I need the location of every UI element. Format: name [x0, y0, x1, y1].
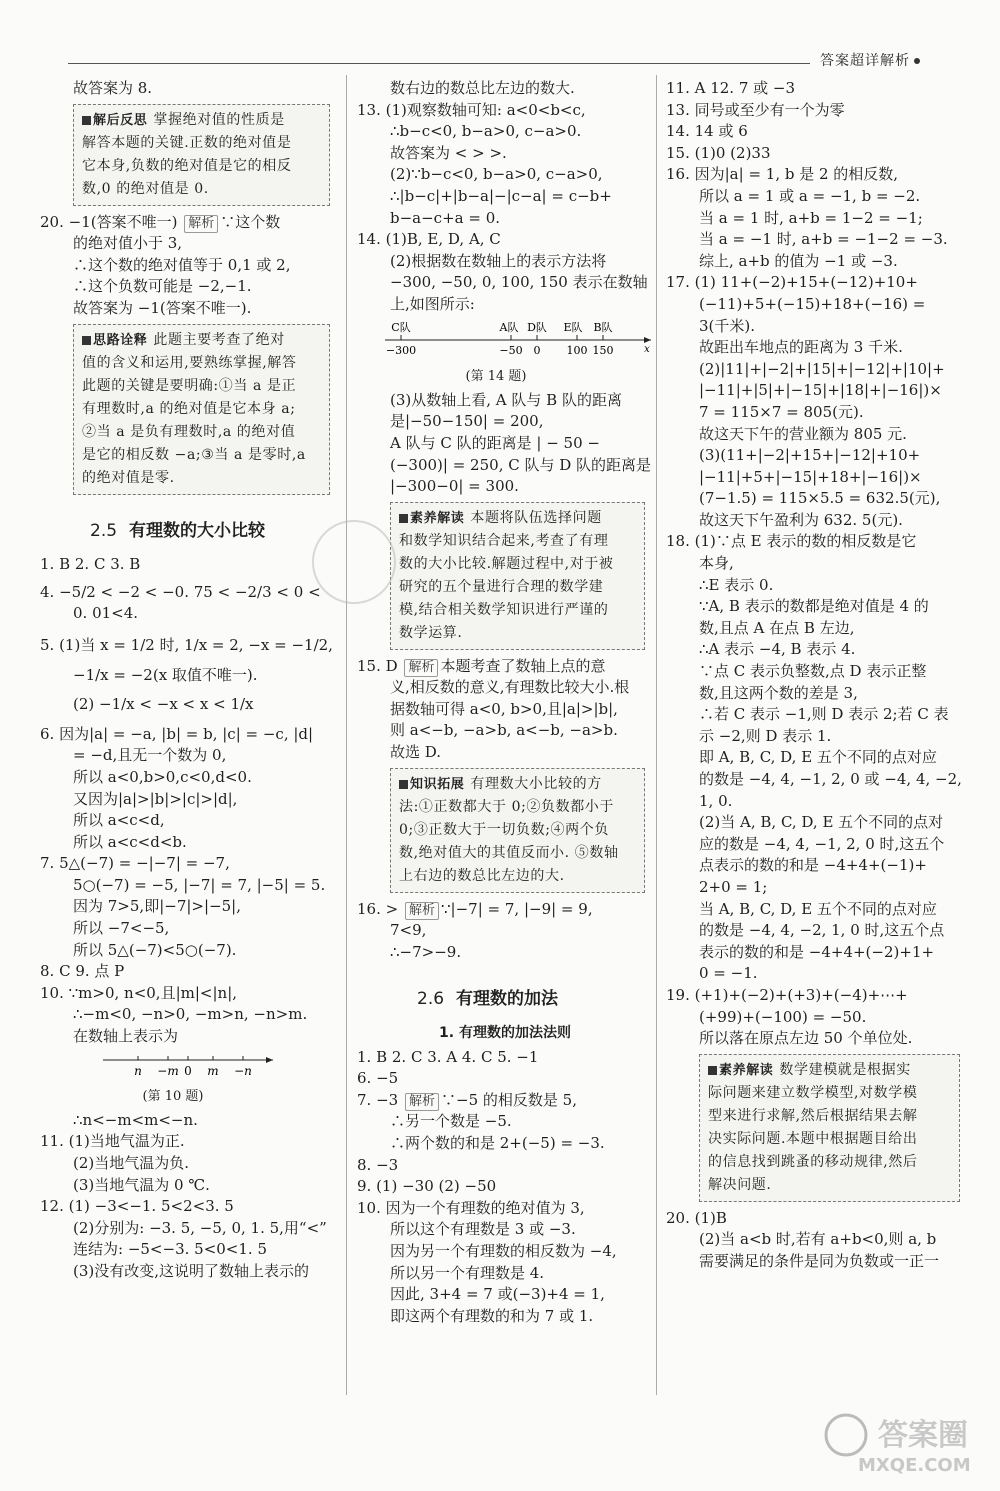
watermark-logo — [818, 1405, 983, 1477]
tip-tag: 解后反思 — [82, 109, 147, 132]
watermark-logo-text: 答案圈 — [878, 1418, 968, 1453]
axis-label: x — [644, 343, 650, 355]
analysis-tag: 解析 — [405, 1093, 439, 1111]
figure-caption: (第 10 题) — [142, 1089, 204, 1105]
column-divider — [346, 75, 347, 1395]
tick-label: 0 — [533, 343, 541, 357]
tip-tag: 素养解读 — [708, 1059, 773, 1082]
tip-box-reflection: 解后反思 掌握绝对值的性质是 解答本题的关键.正数的绝对值是 它本身,负数的绝对值是它的相反 数,0 的绝对值是 0. — [73, 104, 330, 206]
team-label: A队 — [499, 320, 519, 334]
number-line-10 — [73, 1052, 273, 1080]
tick-label: −50 — [499, 343, 523, 357]
tick-label: −m — [157, 1063, 179, 1078]
tip-tag: 思路诠释 — [82, 329, 147, 352]
watermark-url: MXQE.COM — [858, 1455, 971, 1476]
number-line-14 — [371, 320, 651, 360]
figure-14-number-line — [357, 320, 653, 388]
team-label: D队 — [527, 320, 547, 334]
tick-label: m — [207, 1063, 219, 1078]
header-title: 答案超详解析 — [820, 50, 920, 70]
team-label: E队 — [563, 320, 583, 334]
header-rule — [68, 63, 810, 64]
tick-label: −n — [234, 1063, 252, 1078]
question-7: 7. −3 解析 ∵−5 的相反数是 5, — [357, 1090, 577, 1109]
question-15: 15. D 解析 本题考查了数轴上点的意 — [357, 656, 606, 675]
tip-tag: 知识拓展 — [399, 773, 464, 796]
tip-box-literacy: 素养解读 数学建模就是根据实 际问题来建立数学模型,对数学模 型来进行求解,然后根据结果去解 决实际问题.本题中根据题目给出 的信息找到跳蚤的移动规律,然后 解决问题. — [699, 1054, 960, 1202]
team-label: C队 — [391, 320, 411, 334]
analysis-tag: 解析 — [184, 215, 218, 233]
column-3: 11. A 12. 7 或 −3 13. 同号或至少有一个为零 14. 14 或 6 15. (1)0 (2)33 16. 因为|a| = 1, b 是 2 的相反数, 所以 a = 1 或 a = −1, b = −2. 当 a = 1 时, a+b = 1−2 = −1; 当 a = −1 时, a+b = −1−2 = −3. 综上, a+b 的值为 −1 或 −3. 17. (1) 11+(−2)+15+(−12)+10+ (−11)+5+(−15)+18+(−16) = 3(千米). 故距出车地点的距离为 3 千米. (2)|11|+|−2|+|15|+|−12|+|10|+ |−11|+|5|+|−15|+|18|+|−16|)× 7 = 115×7 = 805(元). 故这天下午的营业额为 805 元. (3)(11+|−2|+15+|−12|+10+ |−11|+5+|−15|+18+|−16|)× (7−1.5) = 115×5.5 = 632.5(元), 故这天下午盈利为 632. 5(元). 18. (1)∵点 E 表示的数的相反数是它 本身, ∴E 表示 0. ∵A, B 表示的数都是绝对值是 4 的 数,且点 A 在点 B 左边, ∴A 表示 −4, B 表示 4. ∵点 C 表示负整数,点 D 表示正整 数,且这两个数的差是 3, ∴若 C 表示 −1,则 D 表示 2;若 C 表 示 −2,则 D 表示 1. 即 A, B, C, D, E 五个不同的点对应 的数是 −4, 4, −1, 2, 0 或 −4, 4, −2, 1, 0. (2)当 A, B, C, D, E 五个不同的点对 应的数是 −4, 4, −1, 2, 0 时,这五个 点表示的数的和是 −4+4+(−1)+ 2+0 = 1; 当 A, B, C, D, E 五个不同的点对应 的数是 −4, 4, −2, 1, 0 时,这五个点 表示的数的和是 −4+4+(−2)+1+ 0 = −1. 19. (+1)+(−2)+(+3)+(−4)+⋯+ (+99)+(−100) = −50. 所以落在原点左边 50 个单位处. 素养解读 数学建模就是根据实 际问题来建立数学模型,对数学模 型来进行求解,然后根据结果去解 决实际问题.本题中根据题目给出 的信息找到跳蚤的移动规律,然后 解决问题. 20. (1)B (2)当 a<b 时,若有 a+b<0,则 a, b 需要满足的条件是同为负数或一正一 — [666, 79, 962, 1270]
analysis-tag: 解析 — [405, 902, 439, 920]
tick-label: n — [134, 1063, 142, 1078]
question-20: 20. −1(答案不唯一) 解析 ∵这个数 — [40, 212, 281, 231]
column-divider — [656, 75, 657, 1395]
figure-caption: (第 14 题) — [465, 369, 527, 385]
tip-box-extension: 知识拓展 有理数大小比较的方 法:①正数都大于 0;②负数都小于 0;③正数大于一切负数;④两个负 数,绝对值大的其值反而小. ⑤数轴 上右边的数总比左边的大. — [390, 768, 645, 893]
tip-tag: 素养解读 — [399, 507, 464, 530]
column-2: 数右边的数总比左边的数大. 13. (1)观察数轴可知: a<0<b<c, ∴b−c<0, b−a>0, c−a>0. 故答案为 < > >. (2)∵b−c<0, b−a>0, c−a>0, ∴|b−c|+|b−a|−|c−a| = c−b+ b−a−c+a = 0. 14. (1)B, E, D, A, C (2)根据数在数轴上的表示方法将 −300, −50, 0, 100, 150 表示在数轴 上,如图所示: C队 A队 D队 E队 B队 −300 −50 0 100 150 x (第 14 题) (3)从数轴上看, A 队与 B 队的距离 是|−50−150| = 200, A 队与 C 队的距离是 | − 50 − (−300)| = 250, C 队与 D 队的距离是 |−300−0| = 300. 素养解读 本题将队伍选择问题 和数学知识结合起来,考查了有理 数的大小比较.解题过程中,对于被 研究的五个量进行合理的数学建 模,结合相关数学知识进行严谨的 数学运算. 15. D 解析 本题考查了数轴上点的意 义,相反数的意义,有理数比较大小.根 据数轴可得 a<0, b>0,且|a|>|b|, 则 a<−b, −a>b, a<−b, −a>b. 故选 D. 知识拓展 有理数大小比较的方 法:①正数都大于 0;②负数都小于 0;③正数大于一切负数;④两个负 数,绝对值大的其值反而小. ⑤数轴 上右边的数总比左边的大. 16. > 解析 ∵|−7| = 7, |−9| = 9, 7<9, ∴−7>−9. 2.6 有理数的加法 1. 有理数的加法法则 1. B 2. C 3. A 4. C 5. −1 6. −5 7. −3 解析 ∵−5 的相反数是 5, ∴另一个数是 −5. ∴两个数的和是 2+(−5) = −3. 8. −3 9. (1) −30 (2) −50 10. 因为一个有理数的绝对值为 3, 所以这个有理数是 3 或 −3. 因为另一个有理数的相反数为 −4, 所以另一个有理数是 4. 因此, 3+4 = 7 或(−3)+4 = 1, 即这两个有理数的和为 7 或 1. — [357, 79, 652, 1325]
tip-box-explanation: 思路诠释 此题主要考查了绝对 值的含义和运用,要熟练掌握,解答 此题的关键是要明确:①当 a 是正 有理数时,a 的绝对值是它本身 a; ②当 a 是负有理数时,a 的绝对值 是它的相反数 −a;③当 a 是零时,a 的绝对值是零. — [73, 324, 330, 495]
tick-label: −300 — [385, 343, 417, 357]
tick-label: 100 — [566, 343, 588, 357]
tip-box-literacy: 素养解读 本题将队伍选择问题 和数学知识结合起来,考查了有理 数的大小比较.解题过程中,对于被 研究的五个量进行合理的数学建 模,结合相关数学知识进行严谨的 数学运算. — [390, 502, 645, 650]
analysis-tag: 解析 — [404, 659, 438, 677]
column-1: 故答案为 8. 解后反思 掌握绝对值的性质是 解答本题的关键.正数的绝对值是 它本身,负数的绝对值是它的相反 数,0 的绝对值是 0. 20. −1(答案不唯一) 解析 ∵这个数 的绝对值小于 3, ∴这个数的绝对值等于 0,1 或 2, ∴这个负数可能是 −2,−1. 故答案为 −1(答案不唯一). 思路诠释 此题主要考查了绝对 值的含义和运用,要熟练掌握,解答 此题的关键是要明确:①当 a 是正 有理数时,a 的绝对值是它本身 a; ②当 a 是负有理数时,a 的绝对值 是它的相反数 −a;③当 a 是零时,a 的绝对值是零. 2.5 有理数的大小比较 1. B 2. C 3. B 4. −5/2 < −2 < −0. 75 < −2/3 < 0 < 0. 01<4. 5. (1)当 x = 1/2 时, 1/x = 2, −x = −1/2, −1/x = −2(x 取值不唯一). (2) −1/x < −x < x < 1/x 6. 因为|a| = −a, |b| = b, |c| = −c, |d| = −d,且无一个数为 0, 所以 a<0,b>0,c<0,d<0. 又因为|a|>|b|>|c|>|d|, 所以 a<c<d, 所以 a<c<d<b. 7. 5△(−7) = −|−7| = −7, 5○(−7) = −5, |−7| = 7, |−5| = 5. 因为 7>5,即|−7|>|−5|, 所以 −7<−5, 所以 5△(−7)<5○(−7). 8. C 9. 点 P 10. ∵m>0, n<0,且|m|<|n|, ∴−m<0, −n>0, −m>n, −n>m. 在数轴上表示为 n −m 0 m −n (第 10 题) ∴n<−m<m<−n. 11. (1)当地气温为正. (2)当地气温为负. (3)当地气温为 0 ℃. 12. (1) −3<−1. 5<2<3. 5 (2)分别为: −3. 5, −5, 0, 1. 5,用“<” 连结为: −5<−3. 5<0<1. 5 (3)没有改变,这说明了数轴上表示的 — [40, 78, 338, 1283]
question-16: 16. > 解析 ∵|−7| = 7, |−9| = 9, — [357, 899, 593, 918]
tick-label: 150 — [592, 343, 614, 357]
figure-10-number-line — [40, 1052, 338, 1108]
section-heading: 2.5 有理数的大小比较 — [90, 520, 266, 541]
subsection-heading: 1. 有理数的加法法则 — [439, 1025, 571, 1042]
section-heading: 2.6 有理数的加法 — [417, 989, 559, 1010]
team-label: B队 — [593, 320, 613, 334]
text-line: 故答案为 8. — [73, 79, 153, 97]
tick-label: 0 — [184, 1063, 192, 1078]
